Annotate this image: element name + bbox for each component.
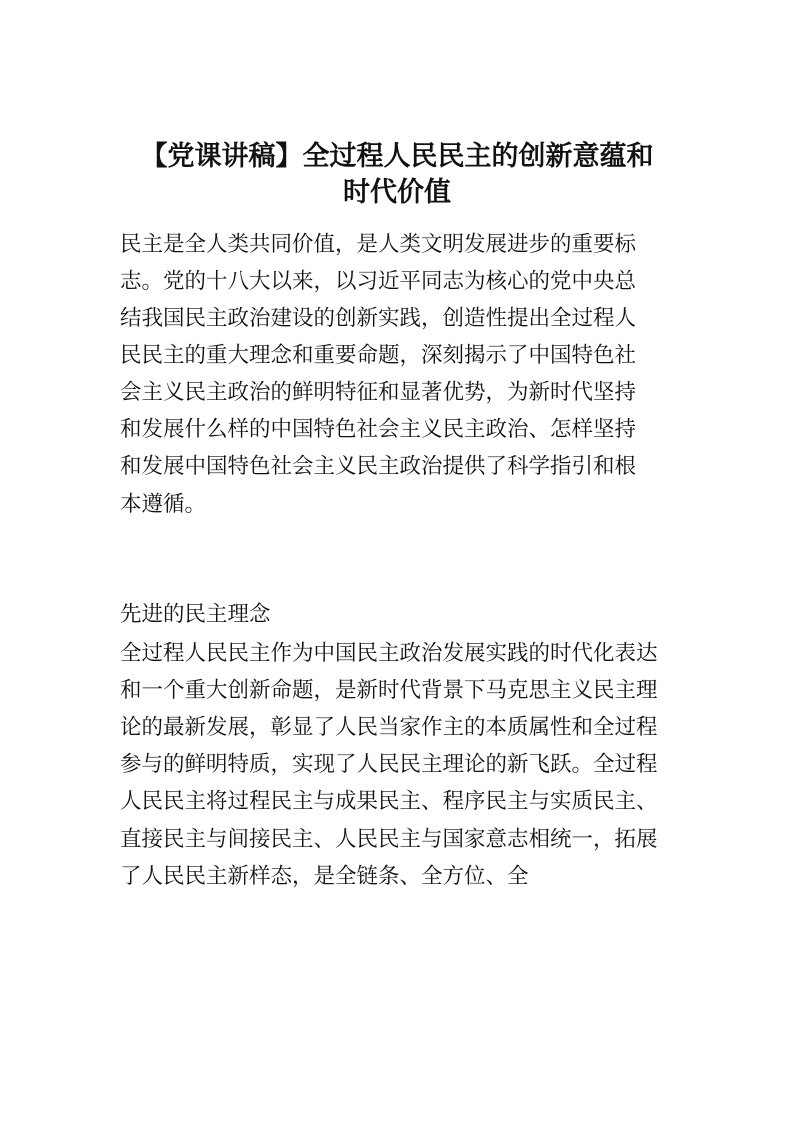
section-line-5: 人民民主将过程民主与成果民主、程序民主与实质民主、 (120, 789, 658, 814)
section-line-6: 直接民主与间接民主、人民民主与国家意志相统一，拓展 (120, 827, 658, 852)
intro-line-6: 和发展什么样的中国特色社会主义民主政治、怎样坚持 (120, 417, 637, 442)
document-title-line-1: 【党课讲稿】全过程人民民主的创新意蕴和 (140, 141, 654, 172)
section-line-3: 论的最新发展，彰显了人民当家作主的本质属性和全过程 (120, 715, 658, 740)
intro-line-1: 民主是全人类共同价值，是人类文明发展进步的重要标 (120, 232, 637, 257)
document-title-line-2: 时代价值 (343, 177, 451, 208)
section-line-1: 全过程人民民主作为中国民主政治发展实践的时代化表达 (120, 641, 658, 666)
intro-line-2: 志。党的十八大以来，以习近平同志为核心的党中央总 (120, 269, 637, 294)
intro-line-8: 本遵循。 (120, 492, 207, 517)
section-line-7: 了人民民主新样态，是全链条、全方位、全 (120, 864, 529, 889)
intro-line-4: 民民主的重大理念和重要命题，深刻揭示了中国特色社 (120, 343, 637, 368)
section-line-2: 和一个重大创新命题，是新时代背景下马克思主义民主理 (120, 678, 658, 703)
section-line-4: 参与的鲜明特质，实现了人民民主理论的新飞跃。全过程 (120, 752, 658, 777)
intro-line-5: 会主义民主政治的鲜明特征和显著优势，为新时代坚持 (120, 380, 637, 405)
intro-line-7: 和发展中国特色社会主义民主政治提供了科学指引和根 (120, 454, 637, 479)
intro-line-3: 结我国民主政治建设的创新实践，创造性提出全过程人 (120, 306, 637, 331)
section-heading: 先进的民主理念 (120, 602, 271, 627)
